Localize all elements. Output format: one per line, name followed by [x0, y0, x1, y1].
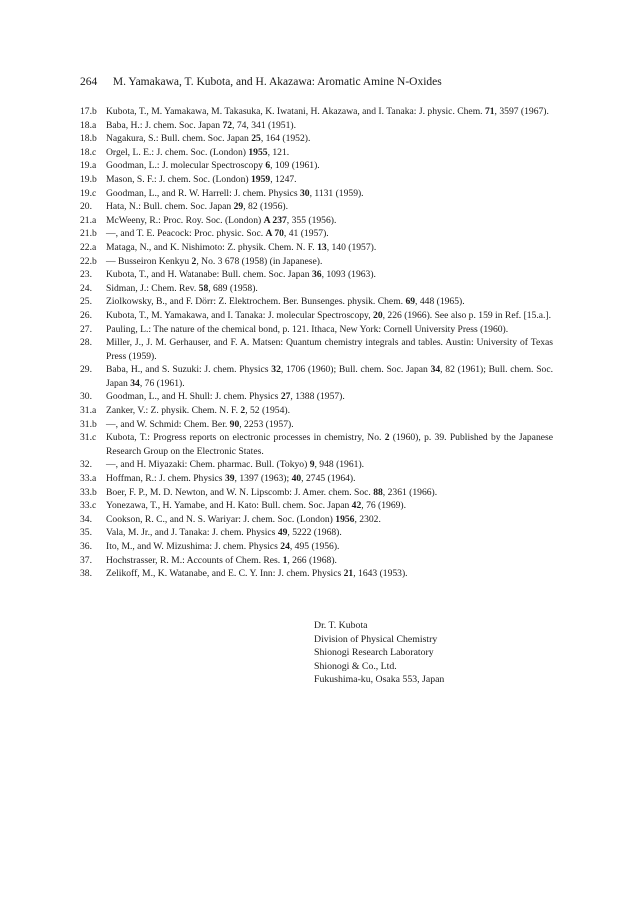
reference-number: 28.: [80, 337, 92, 349]
reference-text: Kubota, T., and H. Watanabe: Bull. chem. Soc. Japan 36, 1093 (1963).: [106, 269, 376, 281]
reference-text: Zanker, V.: Z. physik. Chem. N. F. 2, 52 (1954).: [106, 405, 290, 417]
reference-item: [80, 282, 553, 296]
reference-item: [80, 458, 553, 472]
reference-text: Hoffman, R.: J. chem. Physics 39, 1397 (1963); 40, 2745 (1964).: [106, 473, 356, 485]
reference-item: [80, 187, 553, 201]
reference-item: [80, 472, 553, 486]
reference-text: Baba, H.: J. chem. Soc. Japan 72, 74, 341 (1951).: [106, 119, 296, 131]
reference-item: [80, 363, 553, 390]
reference-item: [80, 241, 553, 255]
reference-text: Boer, F. P., M. D. Newton, and W. N. Lipscomb: J. Amer. chem. Soc. 88, 2361 (1966).: [106, 486, 438, 498]
reference-text: Nagakura, S.: Bull. chem. Soc. Japan 25, 164 (1952).: [106, 133, 311, 145]
reference-item: [80, 540, 553, 554]
reference-number: 33.a: [80, 473, 97, 485]
reference-number: 21.b: [80, 228, 97, 240]
reference-number: 25.: [80, 296, 92, 308]
reference-text: Hata, N.: Bull. chem. Soc. Japan 29, 82 (1956).: [106, 201, 288, 213]
reference-number: 17.b: [80, 106, 97, 117]
address-line: Division of Physical Chemistry: [314, 633, 438, 645]
reference-item: [80, 227, 553, 241]
reference-item: [80, 567, 553, 581]
reference-item: [80, 214, 553, 228]
running-header: [80, 76, 550, 88]
reference-item: [80, 486, 553, 500]
reference-number: 19.b: [80, 173, 97, 185]
reference-text: Yonezawa, T., H. Yamabe, and H. Kato: Bull. chem. Soc. Japan 42, 76 (1969).: [106, 500, 407, 512]
reference-item: [80, 255, 553, 269]
reference-number: 27.: [80, 323, 92, 335]
reference-number: 18.b: [80, 133, 97, 145]
reference-number: 33.b: [80, 486, 97, 498]
reference-text: — Busseiron Kenkyu 2, No. 3 678 (1958) (in Japanese).: [106, 255, 323, 267]
reference-text: Mason, S. F.: J. chem. Soc. (London) 1959, 1247.: [106, 173, 297, 185]
reference-number: 19.a: [80, 160, 97, 172]
reference-item: [80, 526, 553, 540]
reference-number: 18.c: [80, 146, 97, 158]
reference-item: [80, 554, 553, 568]
reference-item: [80, 173, 553, 187]
reference-item: [80, 499, 553, 513]
reference-text: Zelikoff, M., K. Watanabe, and E. C. Y. Inn: J. chem. Physics 21, 1643 (1953).: [106, 568, 408, 580]
reference-text: Sidman, J.: Chem. Rev. 58, 689 (1958).: [106, 282, 258, 294]
reference-text: Kubota, T., M. Yamakawa, M. Takasuka, K. Iwatani, H. Akazawa, and I. Tanaka: J. physic. Chem. 71, 3597 (1967).: [106, 106, 549, 117]
reference-text: —, and W. Schmid: Chem. Ber. 90, 2253 (1957).: [106, 418, 294, 430]
reference-text: Hochstrasser, R. M.: Accounts of Chem. Res. 1, 266 (1968).: [106, 554, 337, 566]
reference-item: [80, 119, 553, 133]
reference-text: Ito, M., and W. Mizushima: J. chem. Physics 24, 495 (1956).: [106, 541, 340, 552]
reference-number: 20.: [80, 201, 92, 213]
reference-number: 31.a: [80, 405, 97, 417]
page-number: 264: [80, 76, 98, 88]
reference-text: Vala, M. Jr., and J. Tanaka: J. chem. Physics 49, 5222 (1968).: [106, 527, 342, 539]
reference-number: 34.: [80, 513, 92, 525]
reference-text: Goodman, L., and R. W. Harrell: J. chem. Physics 30, 1131 (1959).: [106, 187, 364, 199]
reference-item: [80, 268, 553, 282]
address-line: Shionogi & Co., Ltd.: [314, 660, 397, 672]
reference-text: Goodman, L.: J. molecular Spectroscopy 6, 109 (1961).: [106, 160, 320, 172]
reference-number: 26.: [80, 309, 92, 321]
reference-text: Kubota, T., M. Yamakawa, and I. Tanaka: J. molecular Spectroscopy, 20, 226 (1966). See also p. 159 in Ref. [15.a.].: [106, 309, 552, 321]
reference-number: 33.c: [80, 500, 97, 512]
reference-number: 38.: [80, 568, 92, 580]
reference-text: —, and T. E. Peacock: Proc. physic. Soc. A 70, 41 (1957).: [106, 228, 329, 240]
reference-number: 32.: [80, 459, 92, 471]
reference-number: 23.: [80, 269, 92, 281]
reference-item: [80, 431, 553, 458]
reference-item: [80, 132, 553, 146]
reference-item: [80, 404, 553, 418]
reference-number: 19.c: [80, 187, 97, 199]
reference-item: [80, 390, 553, 404]
reference-text: Baba, H., and S. Suzuki: J. chem. Physics 32, 1706 (1960); Bull. chem. Soc. Japan 34, 82 (1961); Bull. chem. Soc. Japan 34, 76 (1961).: [106, 364, 553, 389]
reference-item: [80, 513, 553, 527]
reference-text: Goodman, L., and H. Shull: J. chem. Physics 27, 1388 (1957).: [106, 391, 345, 403]
author-address: [314, 619, 444, 687]
reference-text: Miller, J., J. M. Gerhauser, and F. A. Matsen: Quantum chemistry integrals and tables. Austin: University of Texas Press (1959).: [106, 337, 553, 362]
reference-number: 22.b: [80, 255, 97, 267]
reference-text: Orgel, L. E.: J. chem. Soc. (London) 1955, 121.: [106, 146, 290, 158]
reference-number: 37.: [80, 554, 92, 566]
reference-number: 30.: [80, 391, 92, 403]
reference-number: 22.a: [80, 241, 97, 253]
reference-text: —, and H. Miyazaki: Chem. pharmac. Bull. (Tokyo) 9, 948 (1961).: [106, 459, 365, 471]
reference-item: [80, 295, 553, 309]
address-line: Fukushima-ku, Osaka 553, Japan: [314, 674, 445, 686]
running-title: M. Yamakawa, T. Kubota, and H. Akazawa: Aromatic Amine N-Oxides: [112, 76, 442, 88]
reference-number: 24.: [80, 282, 92, 294]
reference-text: Cookson, R. C., and N. S. Wariyar: J. chem. Soc. (London) 1956, 2302.: [106, 513, 381, 525]
address-line: Dr. T. Kubota: [314, 620, 368, 631]
reference-number: 21.a: [80, 214, 97, 226]
reference-number: 35.: [80, 527, 92, 539]
reference-text: Ziolkowsky, B., and F. Dörr: Z. Elektrochem. Ber. Bunsenges. physik. Chem. 69, 448 (1965).: [106, 296, 465, 308]
reference-item: [80, 418, 553, 432]
reference-list: [80, 105, 553, 581]
reference-number: 36.: [80, 541, 92, 552]
reference-text: McWeeny, R.: Proc. Roy. Soc. (London) A 237, 355 (1956).: [106, 214, 337, 226]
reference-item: [80, 336, 553, 363]
reference-item: [80, 105, 553, 119]
reference-item: [80, 146, 553, 160]
reference-text: Pauling, L.: The nature of the chemical bond, p. 121. Ithaca, New York: Cornell University Press (1960).: [106, 323, 509, 335]
reference-text: Kubota, T.: Progress reports on electronic processes in chemistry, No. 2 (1960), p. 39. Published by the Japanese Research Group on the Electronic States.: [106, 432, 553, 457]
reference-item: [80, 200, 553, 214]
reference-number: 31.b: [80, 418, 97, 430]
reference-number: 29.: [80, 364, 92, 376]
reference-item: [80, 159, 553, 173]
reference-number: 31.c: [80, 432, 97, 444]
reference-text: Mataga, N., and K. Nishimoto: Z. physik. Chem. N. F. 13, 140 (1957).: [106, 241, 377, 253]
reference-item: [80, 323, 553, 337]
address-line: Shionogi Research Laboratory: [314, 647, 434, 659]
reference-item: [80, 309, 553, 323]
reference-number: 18.a: [80, 119, 97, 131]
